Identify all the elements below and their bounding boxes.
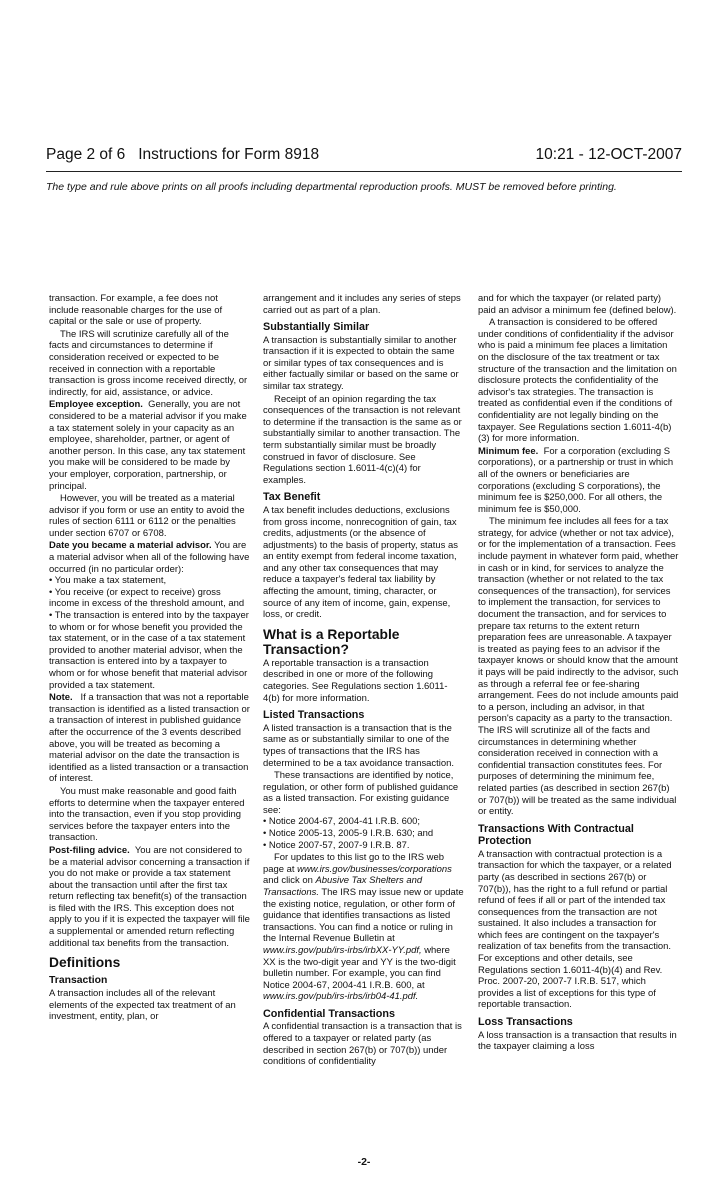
subsection-heading: Transaction	[49, 975, 108, 987]
paragraph: transaction. For example, a fee does not include reasonable charges for the use of capital or the sale or use of property.	[49, 293, 223, 328]
header-page-title: Page 2 of 6 Instructions for Form 8918	[46, 146, 320, 163]
paragraph-text: If a transaction that was not a reportable transaction is identified as a listed transaction or a transaction of interest in published guidance after the occurrence of the 3 events described above, you will be treated as becoming a material advisor on the date the transaction is identified as a listed transaction or a transaction of interest.	[49, 692, 250, 785]
paragraph: These transactions are identified by notice, regulation, or other form of published guidance as a listed transaction. For existing guidance see:	[263, 770, 459, 816]
subsection-heading: Substantially Similar	[263, 321, 370, 334]
irs-url-link[interactable]: www.irs.gov/businesses/corporations	[297, 863, 452, 875]
bullet-item: • The transaction is entered into by the taxpayer to whom or for whose benefit you provided the tax statement, or in the case of a tax statement provided to another material advisor, when the transaction is entered into by a taxpayer to whom or for whose benefit that material advisor provided a tax statement.	[49, 610, 249, 691]
subsection-heading: Listed Transactions	[263, 709, 365, 722]
paragraph	[49, 845, 250, 949]
run-in-heading: Date you became a material advisor.	[49, 540, 212, 552]
paragraph: A transaction includes all of the relevant elements of the expected tax treatment of an investment, entity, plan, or	[49, 988, 236, 1023]
paragraph-text: For updates to this list go to the IRS web page at	[263, 852, 444, 875]
bullet-item: • You receive (or expect to receive) gross income in excess of the threshold amount, and	[49, 586, 245, 610]
paragraph: A transaction with contractual protection is a transaction for which the taxpayer, or a related party (as described in sections 267(b) or 707(b)), has the right to a full refund or partial refund of fees if all or part of the intended tax consequences from the transaction are not sustained. It also includes a transaction for which fees are contingent on the taxpayer's realization of tax benefits from the transaction. For exceptions and other details, see Regulations section 1.6011-4(b)(4) and Rev. Proc. 2007-20, 2007-7 I.R.B. 517, which provides a list of exceptions for this type of reportable transaction.	[478, 848, 672, 1011]
paragraph: However, you will be treated as a material advisor if you form or use an entity to avoid the rules of section 6111 or 6112 or the penalties under section 6707 or 6708.	[49, 493, 245, 539]
paragraph: A tax benefit includes deductions, exclusions from gross income, nonrecognition of gain, tax credits, adjustments (or the absence of adjustments) to the basis of property, status as an entity exempt from federal income taxation, and any other tax consequences that may reduce a taxpayer's federal tax liability by affecting the amount, timing, character, or source of any item of income, gain, expense, loss, or credit.	[263, 504, 458, 621]
header-rule	[46, 171, 682, 172]
bullet-item: • Notice 2004-67, 2004-41 I.R.B. 600;	[263, 816, 421, 828]
paragraph-text: You are a material advisor when all of the following have occurred (in no particular order):	[49, 540, 250, 575]
subsection-heading: Transactions With Contractual Protection	[478, 822, 634, 848]
bullet-item: • You make a tax statement,	[49, 575, 167, 587]
paragraph: arrangement and it includes any series of steps carried out as part of a plan.	[263, 293, 461, 316]
section-heading: What is a Reportable Transaction?	[263, 626, 400, 657]
bullet-item: • Notice 2007-57, 2007-9 I.R.B. 87.	[263, 839, 410, 851]
run-in-heading: Note.	[49, 692, 73, 704]
paragraph-text: You are not considered to be a material advisor concerning a transaction if you do not make or provide a tax statement about the transaction until after the first tax return reflecting tax benefit(s) of the transaction is filed with the IRS. This exception does not apply to you if it is expected the taxpayer will file a supplemental or amended return reflecting additional tax benefits from the transaction.	[49, 844, 250, 949]
column-2	[263, 293, 464, 1068]
paragraph: A loss transaction is a transaction that results in the taxpayer claiming a loss	[478, 1029, 677, 1053]
paragraph: A reportable transaction is a transaction described in one or more of the following categories. See Regulations section 1.6011-4(b) for more information.	[263, 657, 448, 704]
run-in-heading: Post-filing advice.	[49, 844, 130, 856]
paragraph	[263, 852, 464, 1003]
paragraph-text: For a corporation (excluding S corporations), or a partnership or trust in which all of the owners or beneficiaries are corporations (excluding S corporations), the minimum fee is $250,000. For all others, the minimum fee is $50,000.	[478, 445, 674, 515]
subsection-heading: Tax Benefit	[263, 491, 321, 504]
paragraph	[49, 540, 250, 575]
paragraph: Receipt of an opinion regarding the tax consequences of the transaction is not relevant to determine if the transaction is the same as or substantially similar to another transaction. The term substantially similar must be broadly construed in favor of disclosure. See Regulations section 1.6011-4(c)(4) for examples.	[263, 393, 462, 486]
paragraph: The minimum fee includes all fees for a tax strategy, for advice (whether or not tax advice), or for the implementation of a transaction. Fees include payment in whatever form paid, whether in cash or in kind, for services to analyze the transaction (whether or not related to the tax consequences of the transaction), for services to implement the transaction, for services to document the transaction, and for services to prepare tax returns to the extent return preparation fees are unreasonable. A taxpayer is treated as paying fees to an advisor if the taxpayer knows or should know that the amount it pays will be paid indirectly to the advisor, such as through a referral fee or fee-sharing arrangement. Fees do not include amounts paid to a person, including an advisor, in that person's capacity as a party to the transaction. The IRS will scrutinize all of the facts and circumstances in determining whether consideration received in connection with a confidential transaction constitutes fees. For purposes of determining the minimum fee, related parties (as described in section 267(b) or 707(b)) will be treated as the same individual or entity.	[478, 516, 679, 818]
irb-url-link[interactable]: www.irs.gov/pub/irs-irbs/irbXX-YY.pdf,	[263, 945, 422, 956]
page-header	[46, 146, 682, 168]
proof-note: The type and rule above prints on all proofs including departmental reproduction proofs. MUST be removed before printing.	[46, 181, 617, 193]
bullet-item: • Notice 2005-13, 2005-9 I.R.B. 630; and	[263, 828, 434, 840]
paragraph: A listed transaction is a transaction that is the same as or substantially similar to one of the types of transactions that the IRS has determined to be a tax avoidance transaction.	[263, 722, 454, 769]
paragraph-text: Generally, you are not considered to be a material advisor if you make a tax statement solely in your capacity as an employee, shareholder, partner, or agent of another person. In this case, any tax statement you make will be considered to be made by your employer, corporation, partnership, or principal.	[49, 399, 247, 492]
paragraph-text: where XX is the two-digit year and YY is the two-digit bulletin number. For example, you can find Notice 2004-67, 2004-41 I.R.B. 600, at	[263, 945, 456, 991]
paragraph: The IRS will scrutinize carefully all of the facts and circumstances to determine if consideration received or expected to be received in connection with a reportable transaction is gross income received directly, or indirectly, for aid, assistance, or advice.	[49, 328, 248, 398]
paragraph-text: The IRS may issue new or update the existing notice, regulation, or other form of guidance that identifies transactions as listed transactions. You can find a notice or ruling in the Internal Revenue Bulletin at	[263, 887, 464, 945]
paragraph	[478, 446, 679, 516]
abusive-tax-shelters-link[interactable]: Abusive Tax Shelters and Transactions.	[263, 875, 423, 899]
paragraph	[49, 399, 250, 492]
paragraph: and for which the taxpayer (or related party) paid an advisor a minimum fee (defined below).	[478, 293, 677, 316]
paragraph-text: and click on	[263, 875, 316, 887]
subsection-heading: Confidential Transactions	[263, 1007, 395, 1020]
paragraph	[49, 692, 250, 785]
column-3	[478, 293, 679, 1053]
run-in-heading: Minimum fee.	[478, 445, 539, 457]
paragraph: A transaction is substantially similar to another transaction if it is expected to obtain the same or similar types of tax consequences and is either factually similar or based on the same or similar tax strategy.	[263, 334, 459, 393]
header-timestamp: 10:21 - 12-OCT-2007	[535, 146, 682, 163]
column-1	[49, 293, 250, 1023]
run-in-heading: Employee exception.	[49, 399, 143, 411]
subsection-heading: Loss Transactions	[478, 1016, 573, 1029]
paragraph: A confidential transaction is a transaction that is offered to a taxpayer or related party (as described in section 267(b) or 707(b)) under conditions of confidentiality	[263, 1021, 462, 1068]
irb-example-url-link[interactable]: www.irs.gov/pub/irs-irbs/irb04-41.pdf.	[263, 991, 419, 1003]
section-heading: Definitions	[49, 955, 121, 971]
page-number: -2-	[357, 1156, 371, 1168]
paragraph: You must make reasonable and good faith efforts to determine when the taxpayer entered into the transaction, even if you stop providing services before the taxpayer enters into the transaction.	[49, 785, 245, 844]
paragraph: A transaction is considered to be offered under conditions of confidentiality if the advisor who is paid a minimum fee places a limitation on the disclosure of the tax treatment or tax structure of the transaction and the limitation on disclosure protects the confidentiality of the advisor's tax strategies. The transaction is treated as confidential even if the conditions of confidentiality are not legally binding on the taxpayer. See Regulations section 1.6011-4(b)(3) for more information.	[478, 317, 677, 445]
